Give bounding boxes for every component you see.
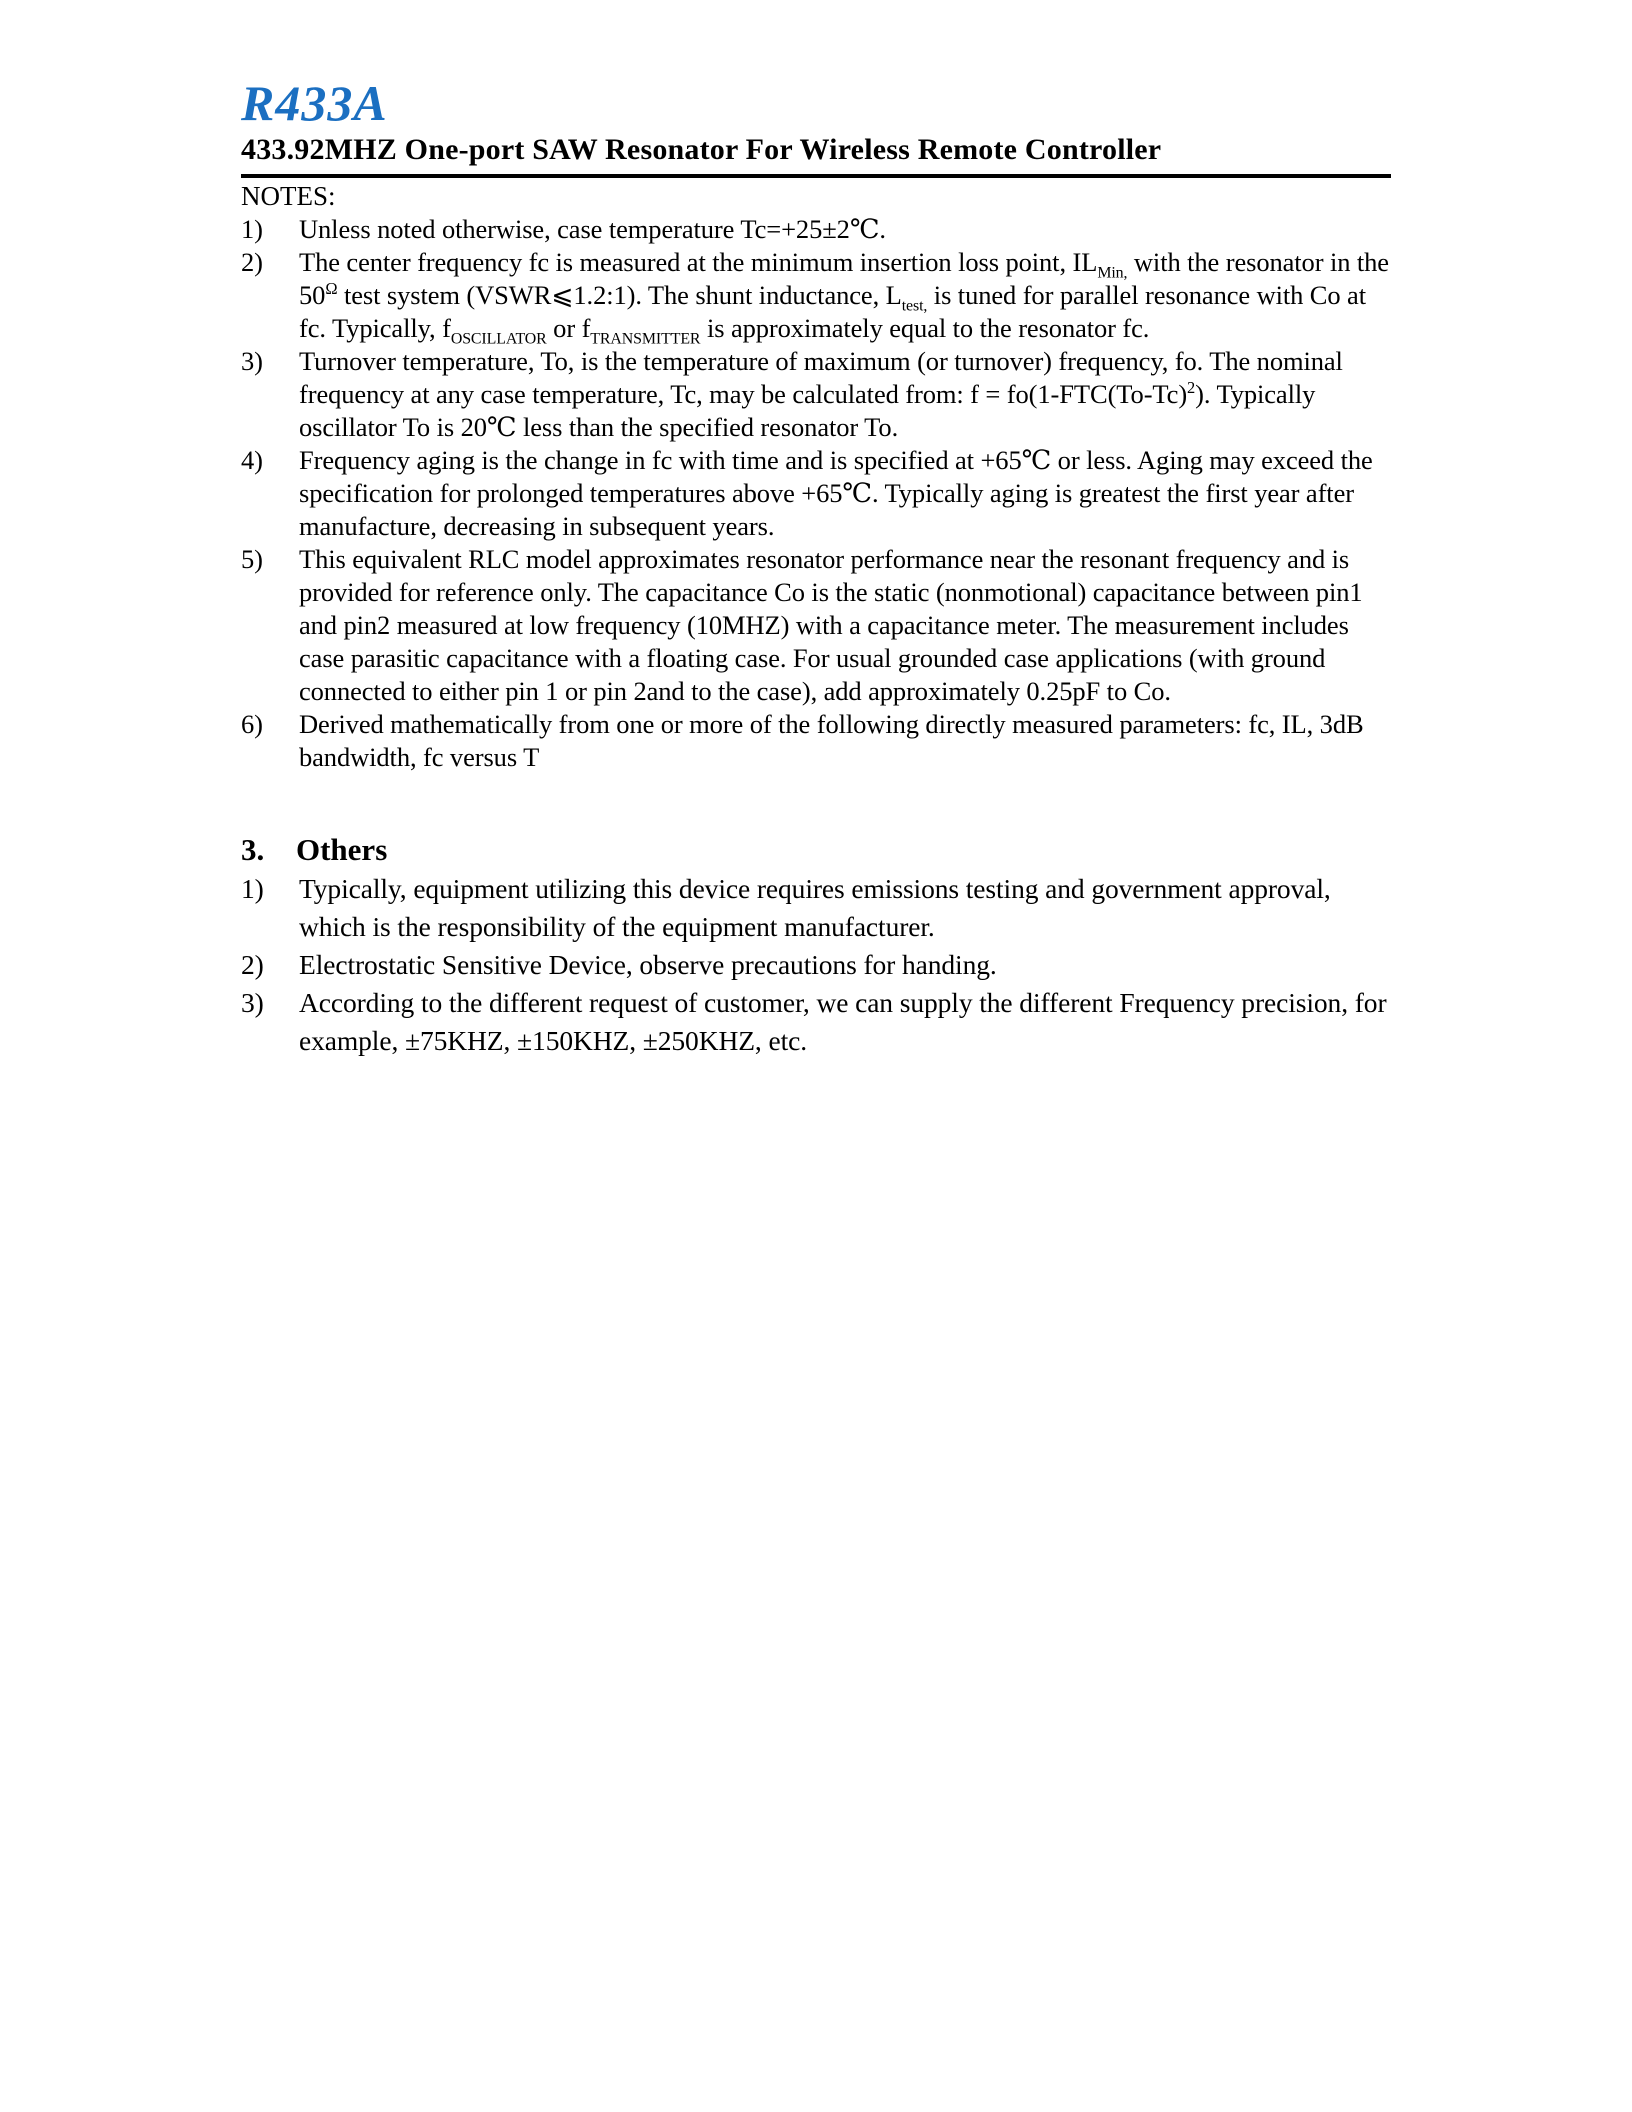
notes-heading: NOTES:: [241, 181, 336, 211]
other-item-number: 2): [241, 949, 264, 980]
other-item-text: Typically, equipment utilizing this device requires emissions testing and government approval, which is the responsibility of the equipment manufacturer.: [299, 873, 1331, 942]
other-item-number: 3): [241, 987, 264, 1018]
header-divider: [241, 174, 1391, 178]
note-item-text: Derived mathematically from one or more of the following directly measured parameters: fc, IL, 3dB bandwidth, fc versus T: [299, 709, 1364, 772]
note-item-text: This equivalent RLC model approximates resonator performance near the resonant frequency and is provided for reference only. The capacitance Co is the static (nonmotional) capacitance between pin1 and pin2 measured at low frequency (10MHZ) with a capacitance meter. The measurement includes case parasitic capacitance with a floating case. For usual grounded case applications (with ground connected to either pin 1 or pin 2and to the case), add approximately 0.25pF to Co.: [299, 544, 1363, 706]
notes-list: [241, 213, 1391, 774]
other-item-text: Electrostatic Sensitive Device, observe precautions for handing.: [299, 949, 997, 980]
other-item: [241, 946, 1391, 984]
others-heading-number: 3.: [241, 832, 265, 867]
page-content: [241, 64, 1391, 1060]
note-item-number: 4): [241, 445, 263, 475]
other-item: [241, 870, 1391, 946]
others-heading: [241, 830, 1391, 870]
note-item-number: 5): [241, 544, 263, 574]
other-item: [241, 984, 1391, 1060]
other-item-text: According to the different request of customer, we can supply the different Frequency precision, for example, ±75KHZ, ±150KHZ, ±250KHZ, etc.: [299, 987, 1387, 1056]
note-item: [241, 444, 1391, 543]
others-heading-label: Others: [296, 832, 388, 867]
note-item: [241, 345, 1391, 444]
note-item: [241, 213, 1391, 246]
note-item: [241, 543, 1391, 708]
note-item-number: 1): [241, 214, 263, 244]
note-item-number: 3): [241, 346, 263, 376]
other-item-number: 1): [241, 873, 264, 904]
note-item-text: Turnover temperature, To, is the temperature of maximum (or turnover) frequency, fo. The nominal frequency at any case temperature, Tc, may be calculated from: $f = fo(1-FTC(To-Tc)^2)$. Typically oscillator To is 20℃ less than the specified resonator To.: [299, 346, 1343, 442]
note-item-number: 6): [241, 709, 263, 739]
note-item: [241, 708, 1391, 774]
note-item-text: The center frequency fc is measured at the minimum insertion loss point, $IL_{Min,}$ with the resonator in the $50^\Omega$ test system (VSWR⩽1.2:1). The shunt inductance, $L_{test,}$ is tuned for parallel resonance with Co at fc. Typically, $f_{OSCILLATOR}$ or $f_{TRANSMITTER}$ is approximately equal to the resonator fc.: [299, 247, 1389, 348]
product-title: R433A: [241, 75, 388, 131]
page-subtitle: 433.92MHZ One-port SAW Resonator For Wireless Remote Controller: [241, 133, 1162, 166]
note-item: [241, 246, 1391, 348]
note-item-text: Frequency aging is the change in fc with time and is specified at +65℃ or less. Aging may exceed the specification for prolonged temperatures above +65℃. Typically aging is greatest the first year after manufacture, decreasing in subsequent years.: [299, 445, 1373, 541]
others-section: [241, 830, 1391, 1060]
others-list: [241, 870, 1391, 1060]
note-item-number: 2): [241, 247, 263, 277]
note-item-text: Unless noted otherwise, case temperature Tc=+25±2℃.: [299, 214, 886, 244]
